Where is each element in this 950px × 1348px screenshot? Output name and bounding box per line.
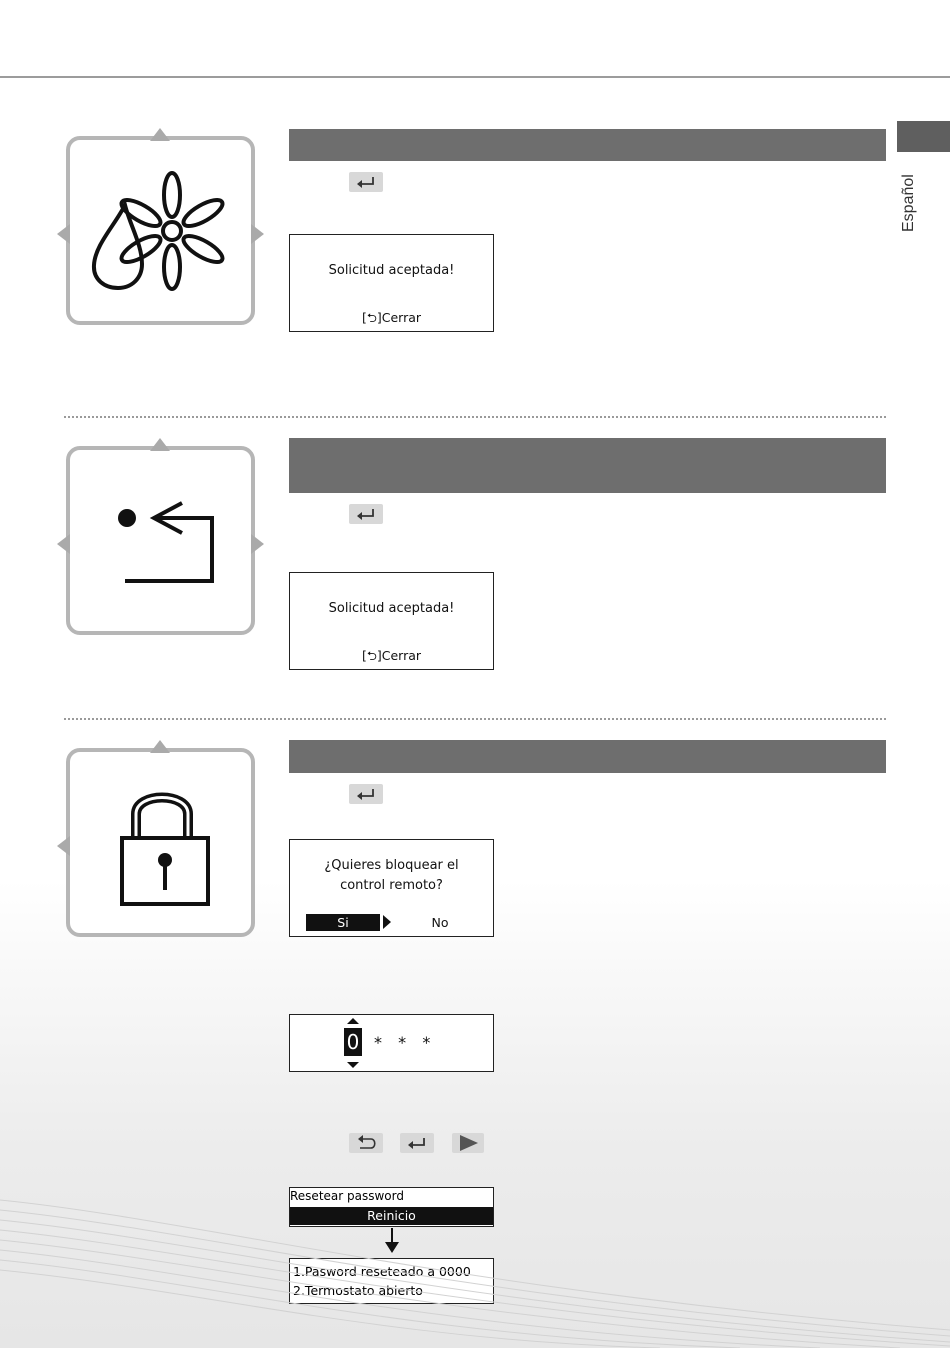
lock-icon-frame [66,748,255,937]
password-screen [289,1014,494,1072]
result-line-2: 2.Termostato abierto [293,1283,423,1298]
section-header-bar [289,438,886,493]
select-arrow-icon [383,915,391,929]
left-arrow-icon [57,224,71,244]
top-rule [0,76,950,78]
right-key-icon [452,1133,484,1153]
confirm-question-line2: control remoto? [340,878,443,893]
section-divider [64,416,886,418]
section-header-bar [289,129,886,161]
left-arrow-icon [57,534,71,554]
right-arrow-icon [250,224,264,244]
lock-icon [70,752,251,933]
close-label: [⮌]Cerrar [361,310,422,325]
return-arrow-icon [70,450,251,631]
background-swoosh [0,1180,950,1348]
fan-drop-icon [70,140,251,321]
section-divider [64,718,886,720]
lcd-screen [289,572,494,670]
enter-key-icon [400,1133,434,1153]
section-header-bar [289,740,886,773]
fan-drop-icon-frame [66,136,255,325]
left-arrow-icon [57,836,71,856]
reset-button: Reinicio [290,1207,493,1225]
lock-confirm-screen [289,839,494,937]
yes-option: Si [306,914,380,931]
back-key-icon [349,1133,383,1153]
right-arrow-icon [250,534,264,554]
language-label: Español [900,174,917,232]
password-digit: 0 [344,1028,362,1056]
password-masked: * * * [374,1033,433,1052]
up-arrow-icon [150,128,170,142]
enter-key-icon [349,784,383,804]
return-icon-frame [66,446,255,635]
no-option: No [431,915,449,930]
enter-key-icon [349,504,383,524]
reset-title: Resetear password [290,1189,404,1203]
result-line-1: 1.Pasword reseteado a 0000 [293,1264,471,1279]
language-tab [897,121,950,152]
lcd-screen [289,234,494,332]
close-label: [⮌]Cerrar [361,648,422,663]
up-arrow-icon [150,438,170,452]
up-arrow-icon [150,740,170,754]
enter-key-icon [349,172,383,192]
confirm-question-line1: ¿Quieres bloquear el [324,858,459,873]
screen-message: Solicitud aceptada! [328,601,455,616]
screen-message: Solicitud aceptada! [328,263,455,278]
